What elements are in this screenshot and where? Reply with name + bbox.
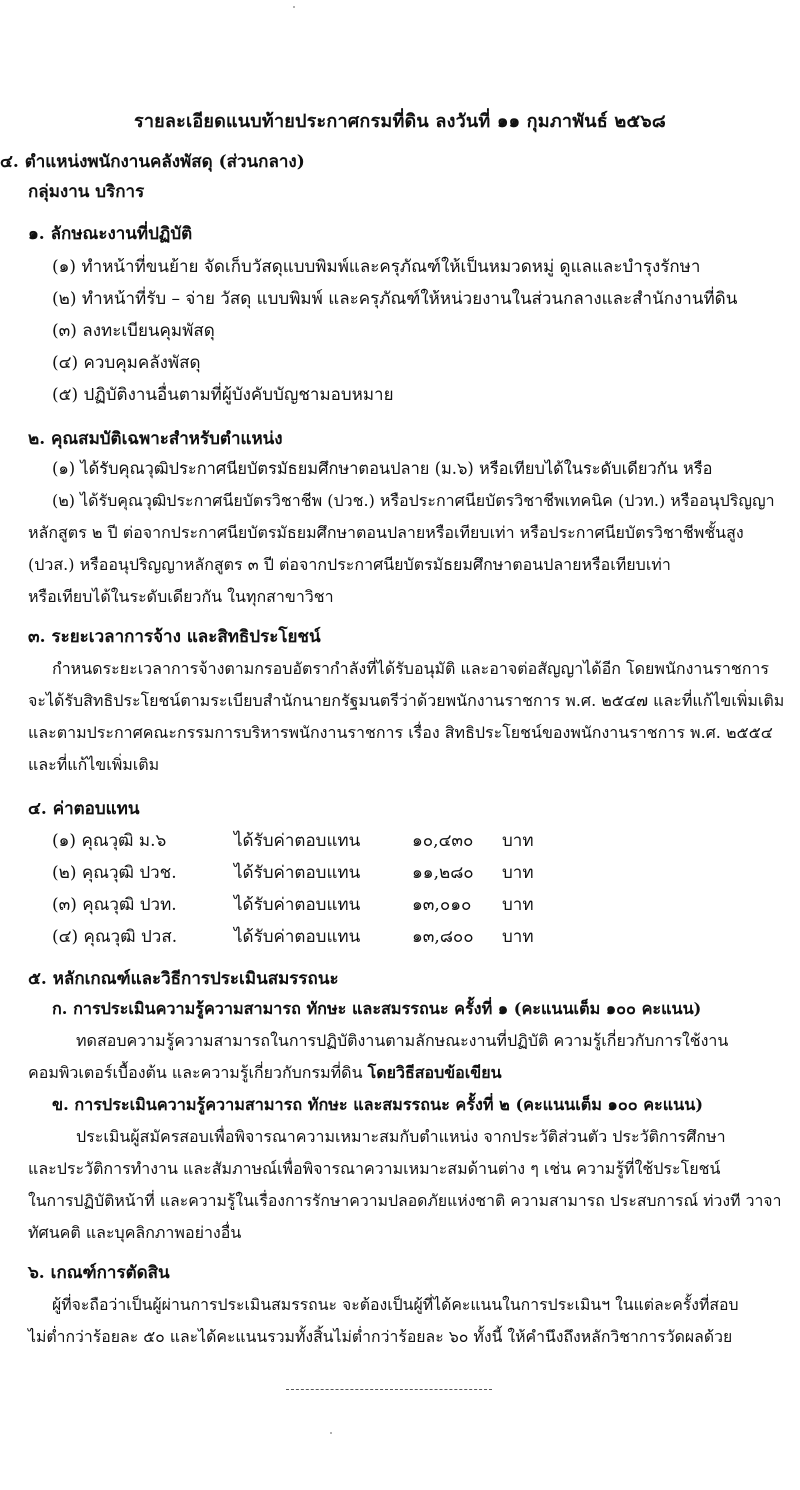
- compensation-qualification: (๓) คุณวุฒิ ปวท.: [52, 895, 177, 915]
- section-3-text: กำหนดระยะเวลาการจ้างตามกรอบอัตรากำลังที่ได้รับอนุมัติ และอาจต่อสัญญาได้อีก โดยพนักงานราชการ: [52, 659, 770, 678]
- section-3-text: และตามประกาศคณะกรรมการบริหารพนักงานราชการ เรื่อง สิทธิประโยชน์ของพนักงานราชการ พ.ศ. ๒๕๕๔: [28, 723, 773, 742]
- section-5a-text: [28, 1061, 502, 1085]
- compensation-qualification: (๑) คุณวุฒิ ม.๖: [52, 831, 167, 851]
- compensation-row: [52, 925, 612, 949]
- compensation-amount: ๑๓,๐๑๐: [412, 895, 472, 915]
- section-2-item-cont: หรือเทียบได้ในระดับเดียวกัน ในทุกสาขาวิชา: [28, 587, 334, 606]
- section-5-heading: ๕. หลักเกณฑ์และวิธีการประเมินสมรรถนะ: [28, 969, 339, 989]
- scan-speck: [330, 1432, 332, 1434]
- section-1-item: (๒) ทำหน้าที่รับ – จ่าย วัสดุ แบบพิมพ์ และครุภัณฑ์ให้หน่วยงานในส่วนกลางและสำนักงานที่ดิน: [52, 289, 738, 309]
- compensation-label: ได้รับค่าตอบแทน: [234, 863, 361, 883]
- section-4-heading: ๔. ค่าตอบแทน: [28, 799, 140, 819]
- position-heading: ๔. ตำแหน่งพนักงานคลังพัสดุ (ส่วนกลาง): [0, 152, 305, 172]
- compensation-qualification: (๔) คุณวุฒิ ปวส.: [52, 927, 178, 947]
- section-1-item: (๔) ควบคุมคลังพัสดุ: [52, 353, 201, 373]
- compensation-qualification: (๒) คุณวุฒิ ปวช.: [52, 863, 177, 883]
- section-3-heading: ๓. ระยะเวลาการจ้าง และสิทธิประโยชน์: [28, 627, 321, 647]
- compensation-amount: ๑๑,๒๘๐: [412, 863, 474, 883]
- end-divider: [286, 1389, 492, 1390]
- section-5a-method: โดยวิธีสอบข้อเขียน: [367, 1063, 502, 1082]
- compensation-amount: ๑๓,๘๐๐: [412, 927, 474, 947]
- section-5a-heading: ก. การประเมินความรู้ความสามารถ ทักษะ และสมรรถนะ ครั้งที่ ๑ (คะแนนเต็ม ๑๐๐ คะแนน): [52, 999, 702, 1018]
- compensation-label: ได้รับค่าตอบแทน: [234, 831, 361, 851]
- section-1-item: (๓) ลงทะเบียนคุมพัสดุ: [52, 321, 215, 341]
- section-2-item: (๑) ได้รับคุณวุฒิประกาศนียบัตรมัธยมศึกษาตอนปลาย (ม.๖) หรือเทียบได้ในระดับเดียวกัน หรือ: [52, 459, 713, 478]
- compensation-label: ได้รับค่าตอบแทน: [234, 927, 361, 947]
- section-6-text: ผู้ที่จะถือว่าเป็นผู้ผ่านการประเมินสมรรถนะ จะต้องเป็นผู้ที่ได้คะแนนในการประเมินฯ ในแต่ละครั้งที่สอบ: [52, 1295, 739, 1314]
- section-5b-heading: ข. การประเมินความรู้ความสามารถ ทักษะ และสมรรถนะ ครั้งที่ ๒ (คะแนนเต็ม ๑๐๐ คะแนน): [52, 1095, 703, 1114]
- section-5b-text: ทัศนคติ และบุคลิกภาพอย่างอื่น: [28, 1223, 242, 1242]
- compensation-unit: บาท: [502, 895, 534, 915]
- section-1-item: (๕) ปฏิบัติงานอื่นตามที่ผู้บังคับบัญชามอบหมาย: [52, 385, 394, 405]
- section-1-item: (๑) ทำหน้าที่ขนย้าย จัดเก็บวัสดุแบบพิมพ์และครุภัณฑ์ให้เป็นหมวดหมู่ ดูแลและบำรุงรักษา: [52, 257, 701, 277]
- section-5a-text-part: คอมพิวเตอร์เบื้องต้น และความรู้เกี่ยวกับกรมที่ดิน: [28, 1063, 363, 1082]
- section-5b-text: และประวัติการทำงาน และสัมภาษณ์เพื่อพิจารณาความเหมาะสมด้านต่าง ๆ เช่น ความรู้ที่ใช้ประโยชน์: [28, 1159, 721, 1178]
- position-group: กลุ่มงาน บริการ: [28, 182, 145, 202]
- section-3-text: และที่แก้ไขเพิ่มเติม: [28, 755, 160, 774]
- compensation-row: [52, 829, 612, 853]
- section-2-item-cont: (ปวส.) หรืออนุปริญญาหลักสูตร ๓ ปี ต่อจากประกาศนียบัตรมัธยมศึกษาตอนปลายหรือเทียบเท่า: [28, 555, 671, 574]
- section-6-heading: ๖. เกณฑ์การตัดสิน: [28, 1263, 170, 1283]
- section-3-text: จะได้รับสิทธิประโยชน์ตามระเบียบสำนักนายกรัฐมนตรีว่าด้วยพนักงานราชการ พ.ศ. ๒๕๔๗ และที่แก้ไขเพิ่มเติม: [28, 691, 785, 710]
- section-2-item-cont: หลักสูตร ๒ ปี ต่อจากประกาศนียบัตรมัธยมศึกษาตอนปลายหรือเทียบเท่า หรือประกาศนียบัตรวิชาชีพชั้นสูง: [28, 523, 744, 542]
- section-5b-text: ในการปฏิบัติหน้าที่ และความรู้ในเรื่องการรักษาความปลอดภัยแห่งชาติ ความสามารถ ประสบการณ์ ท่วงที วาจา: [28, 1191, 782, 1210]
- compensation-row: [52, 893, 612, 917]
- compensation-row: [52, 861, 612, 885]
- section-2-item: (๒) ได้รับคุณวุฒิประกาศนียบัตรวิชาชีพ (ปวช.) หรือประกาศนียบัตรวิชาชีพเทคนิค (ปวท.) หรืออนุปริญญา: [52, 491, 775, 510]
- compensation-amount: ๑๐,๔๓๐: [412, 831, 474, 851]
- section-1-heading: ๑. ลักษณะงานที่ปฏิบัติ: [28, 224, 193, 244]
- section-5b-text: ประเมินผู้สมัครสอบเพื่อพิจารณาความเหมาะสมกับตำแหน่ง จากประวัติส่วนตัว ประวัติการศึกษา: [76, 1127, 726, 1146]
- compensation-label: ได้รับค่าตอบแทน: [234, 895, 361, 915]
- section-5a-text: ทดสอบความรู้ความสามารถในการปฏิบัติงานตามลักษณะงานที่ปฏิบัติ ความรู้เกี่ยวกับการใช้งาน: [76, 1031, 729, 1050]
- section-6-text: ไม่ต่ำกว่าร้อยละ ๕๐ และได้คะแนนรวมทั้งสิ้นไม่ต่ำกว่าร้อยละ ๖๐ ทั้งนี้ ให้คำนึงถึงหลักวิชาการวัดผลด้วย: [28, 1327, 733, 1346]
- compensation-unit: บาท: [502, 927, 534, 947]
- section-2-heading: ๒. คุณสมบัติเฉพาะสำหรับตำแหน่ง: [28, 429, 283, 449]
- scan-speck: [293, 6, 295, 8]
- compensation-unit: บาท: [502, 831, 534, 851]
- compensation-unit: บาท: [502, 863, 534, 883]
- document-title: รายละเอียดแนบท้ายประกาศกรมที่ดิน ลงวันที่ ๑๑ กุมภาพันธ์ ๒๕๖๘: [133, 111, 667, 132]
